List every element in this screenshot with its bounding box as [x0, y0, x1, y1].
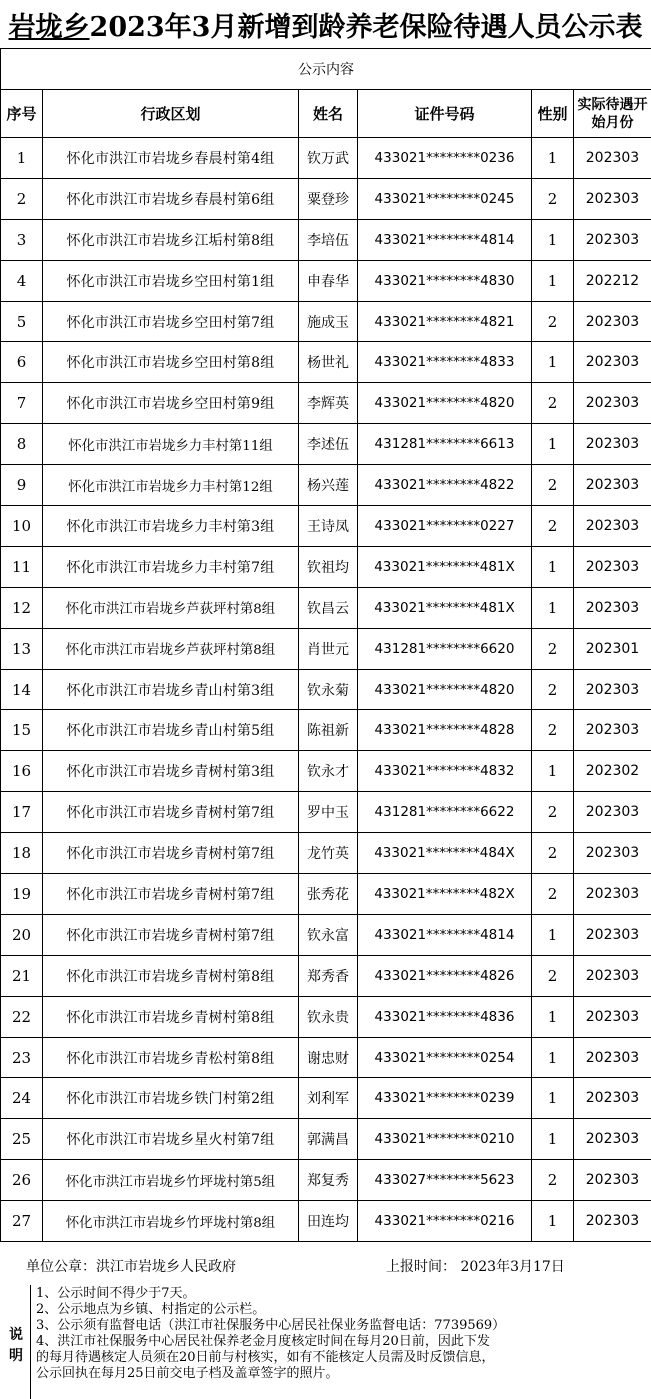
cell-seq: 19	[1, 874, 43, 915]
title-township: 岩垅乡	[8, 11, 90, 43]
cell-name: 李辉英	[299, 383, 358, 424]
cell-region: 怀化市洪江市岩垅乡铁门村第2组	[43, 1078, 299, 1119]
cell-name: 粟登珍	[299, 178, 358, 219]
cell-region: 怀化市洪江市岩垅乡芦荻坪村第8组	[43, 587, 299, 628]
cell-gender: 1	[532, 260, 574, 301]
table-row	[1, 587, 651, 628]
cell-seq: 18	[1, 833, 43, 874]
cell-id-number: 433021********4814	[358, 914, 532, 955]
cell-seq: 10	[1, 506, 43, 547]
notes-section	[0, 1285, 651, 1399]
cell-seq: 16	[1, 751, 43, 792]
cell-seq: 8	[1, 424, 43, 465]
cell-seq: 14	[1, 669, 43, 710]
cell-region: 怀化市洪江市岩垅乡青树村第3组	[43, 751, 299, 792]
table-row	[1, 833, 651, 874]
cell-gender: 2	[532, 628, 574, 669]
table-row	[1, 955, 651, 996]
cell-gender: 1	[532, 424, 574, 465]
cell-region: 怀化市洪江市岩垅乡星火村第7组	[43, 1119, 299, 1160]
cell-gender: 1	[532, 546, 574, 587]
cell-region: 怀化市洪江市岩垅乡竹坪垅村第5组	[43, 1160, 299, 1201]
cell-id-number: 433027********5623	[358, 1160, 532, 1201]
cell-start-month: 202303	[574, 424, 651, 465]
table-row	[1, 219, 651, 260]
cell-gender: 2	[532, 506, 574, 547]
cell-name: 李培伍	[299, 219, 358, 260]
cell-region: 怀化市洪江市岩垅乡竹坪垅村第8组	[43, 1201, 299, 1242]
cell-start-month: 202303	[574, 506, 651, 547]
cell-seq: 2	[1, 178, 43, 219]
header-id: 证件号码	[358, 90, 532, 138]
table-row	[1, 710, 651, 751]
cell-region: 怀化市洪江市岩垅乡青树村第7组	[43, 874, 299, 915]
cell-seq: 15	[1, 710, 43, 751]
cell-name: 李述伍	[299, 424, 358, 465]
cell-name: 钦万武	[299, 138, 358, 179]
cell-start-month: 202303	[574, 178, 651, 219]
cell-gender: 1	[532, 996, 574, 1037]
cell-name: 杨世礼	[299, 342, 358, 383]
cell-name: 张秀花	[299, 874, 358, 915]
cell-gender: 1	[532, 1201, 574, 1242]
cell-id-number: 433021********0210	[358, 1119, 532, 1160]
cell-region: 怀化市洪江市岩垅乡青树村第8组	[43, 996, 299, 1037]
table-row	[1, 1119, 651, 1160]
cell-seq: 24	[1, 1078, 43, 1119]
header-gender: 性别	[532, 90, 574, 138]
table-row	[1, 914, 651, 955]
cell-region: 怀化市洪江市岩垅乡芦荻坪村第8组	[43, 628, 299, 669]
cell-start-month: 202303	[574, 587, 651, 628]
notes-divider	[30, 1285, 31, 1399]
header-name: 姓名	[299, 90, 358, 138]
cell-start-month: 202303	[574, 669, 651, 710]
cell-name: 王诗凤	[299, 506, 358, 547]
note-line: 2、公示地点为乡镇、村指定的公示栏。	[36, 1302, 266, 1317]
cell-region: 怀化市洪江市岩垅乡青树村第7组	[43, 914, 299, 955]
cell-gender: 2	[532, 874, 574, 915]
cell-seq: 6	[1, 342, 43, 383]
cell-region: 怀化市洪江市岩垅乡青山村第3组	[43, 669, 299, 710]
cell-start-month: 202302	[574, 751, 651, 792]
cell-gender: 1	[532, 138, 574, 179]
table-row	[1, 751, 651, 792]
cell-seq: 7	[1, 383, 43, 424]
cell-id-number: 433021********4830	[358, 260, 532, 301]
table-row	[1, 383, 651, 424]
cell-region: 怀化市洪江市岩垅乡春晨村第4组	[43, 138, 299, 179]
cell-region: 怀化市洪江市岩垅乡青树村第8组	[43, 955, 299, 996]
cell-seq: 27	[1, 1201, 43, 1242]
cell-id-number: 431281********6620	[358, 628, 532, 669]
pension-table	[0, 48, 651, 1242]
cell-id-number: 433021********0236	[358, 138, 532, 179]
cell-start-month: 202303	[574, 138, 651, 179]
cell-name: 钦永才	[299, 751, 358, 792]
cell-region: 怀化市洪江市岩垅乡江垢村第8组	[43, 219, 299, 260]
cell-name: 杨兴莲	[299, 465, 358, 506]
header-start-month: 实际待遇开始月份	[574, 90, 651, 138]
cell-name: 钦昌云	[299, 587, 358, 628]
cell-start-month: 202303	[574, 1078, 651, 1119]
cell-start-month: 202303	[574, 383, 651, 424]
table-row	[1, 546, 651, 587]
note-line: 3、公示须有监督电话（洪江市社保服务中心居民社保业务监督电话：7739569）	[36, 1318, 506, 1333]
cell-gender: 1	[532, 342, 574, 383]
cell-id-number: 433021********4826	[358, 955, 532, 996]
cell-name: 钦永菊	[299, 669, 358, 710]
table-row	[1, 178, 651, 219]
cell-id-number: 433021********4832	[358, 751, 532, 792]
cell-start-month: 202303	[574, 710, 651, 751]
cell-start-month: 202303	[574, 955, 651, 996]
note-line: 1、公示时间不得少于7天。	[36, 1286, 196, 1301]
cell-id-number: 433021********481X	[358, 587, 532, 628]
cell-id-number: 433021********481X	[358, 546, 532, 587]
cell-name: 钦永富	[299, 914, 358, 955]
unit-seal: 单位公章：洪江市岩垅乡人民政府	[26, 1259, 236, 1275]
table-row	[1, 1037, 651, 1078]
cell-id-number: 433021********0227	[358, 506, 532, 547]
cell-start-month: 202303	[574, 301, 651, 342]
cell-gender: 2	[532, 955, 574, 996]
cell-name: 申春华	[299, 260, 358, 301]
table-row	[1, 342, 651, 383]
cell-seq: 12	[1, 587, 43, 628]
cell-start-month: 202303	[574, 833, 651, 874]
cell-gender: 2	[532, 1160, 574, 1201]
cell-gender: 2	[532, 465, 574, 506]
cell-gender: 2	[532, 833, 574, 874]
table-row	[1, 1160, 651, 1201]
cell-gender: 1	[532, 587, 574, 628]
cell-region: 怀化市洪江市岩垅乡空田村第8组	[43, 342, 299, 383]
cell-start-month: 202303	[574, 996, 651, 1037]
cell-seq: 17	[1, 792, 43, 833]
notice-header: 公示内容	[1, 49, 651, 90]
cell-start-month: 202301	[574, 628, 651, 669]
cell-start-month: 202303	[574, 1119, 651, 1160]
cell-seq: 1	[1, 138, 43, 179]
cell-name: 肖世元	[299, 628, 358, 669]
cell-seq: 11	[1, 546, 43, 587]
cell-id-number: 433021********482X	[358, 874, 532, 915]
table-row	[1, 465, 651, 506]
cell-id-number: 433021********4821	[358, 301, 532, 342]
title-bar	[0, 0, 651, 48]
table-row	[1, 1078, 651, 1119]
notes-lines	[36, 1286, 648, 1382]
cell-name: 龙竹英	[299, 833, 358, 874]
cell-seq: 5	[1, 301, 43, 342]
table-row	[1, 874, 651, 915]
cell-region: 怀化市洪江市岩垅乡力丰村第11组	[43, 424, 299, 465]
cell-gender: 2	[532, 178, 574, 219]
cell-seq: 13	[1, 628, 43, 669]
header-region: 行政区划	[43, 90, 299, 138]
cell-region: 怀化市洪江市岩垅乡青山村第5组	[43, 710, 299, 751]
report-time: 上报时间： 2023年3月17日	[386, 1259, 565, 1275]
cell-seq: 21	[1, 955, 43, 996]
cell-start-month: 202303	[574, 1160, 651, 1201]
cell-start-month: 202212	[574, 260, 651, 301]
cell-gender: 1	[532, 914, 574, 955]
column-header-row	[1, 90, 651, 138]
cell-start-month: 202303	[574, 1037, 651, 1078]
header-seq: 序号	[1, 90, 43, 138]
cell-region: 怀化市洪江市岩垅乡空田村第1组	[43, 260, 299, 301]
cell-region: 怀化市洪江市岩垅乡力丰村第12组	[43, 465, 299, 506]
table-row	[1, 1201, 651, 1242]
table-row	[1, 628, 651, 669]
cell-seq: 22	[1, 996, 43, 1037]
cell-id-number: 431281********6613	[358, 424, 532, 465]
cell-id-number: 433021********4833	[358, 342, 532, 383]
cell-gender: 1	[532, 1037, 574, 1078]
cell-gender: 2	[532, 301, 574, 342]
cell-gender: 1	[532, 1119, 574, 1160]
cell-id-number: 433021********0254	[358, 1037, 532, 1078]
table-row	[1, 260, 651, 301]
cell-id-number: 433021********4820	[358, 383, 532, 424]
title-rest: 2023年3月新增到龄养老保险待遇人员公示表	[89, 11, 643, 43]
cell-gender: 2	[532, 669, 574, 710]
notes-label: 说明	[9, 1327, 23, 1364]
cell-gender: 2	[532, 792, 574, 833]
cell-name: 田连均	[299, 1201, 358, 1242]
cell-seq: 4	[1, 260, 43, 301]
table-row	[1, 669, 651, 710]
cell-id-number: 433021********4822	[358, 465, 532, 506]
cell-seq: 20	[1, 914, 43, 955]
cell-seq: 3	[1, 219, 43, 260]
cell-id-number: 433021********4828	[358, 710, 532, 751]
cell-start-month: 202303	[574, 465, 651, 506]
cell-id-number: 433021********4820	[358, 669, 532, 710]
table-row	[1, 506, 651, 547]
note-line: 4、洪江市社保服务中心居民社保养老金月度核定时间在每月20日前，因此下发	[36, 1334, 490, 1349]
cell-name: 郭满昌	[299, 1119, 358, 1160]
cell-start-month: 202303	[574, 219, 651, 260]
cell-start-month: 202303	[574, 914, 651, 955]
cell-start-month: 202303	[574, 874, 651, 915]
cell-start-month: 202303	[574, 546, 651, 587]
cell-name: 谢忠财	[299, 1037, 358, 1078]
cell-start-month: 202303	[574, 342, 651, 383]
table-row	[1, 792, 651, 833]
note-line: 公示回执在每月25日前交电子档及盖章签字的照片。	[36, 1366, 339, 1381]
cell-seq: 26	[1, 1160, 43, 1201]
cell-name: 陈祖新	[299, 710, 358, 751]
note-line: 的每月待遇核定人员须在20日前与村核实，如有不能核定人员需及时反馈信息，	[36, 1350, 495, 1365]
cell-id-number: 433021********4814	[358, 219, 532, 260]
cell-region: 怀化市洪江市岩垅乡力丰村第3组	[43, 506, 299, 547]
cell-gender: 2	[532, 710, 574, 751]
cell-region: 怀化市洪江市岩垅乡青树村第7组	[43, 792, 299, 833]
cell-id-number: 433021********484X	[358, 833, 532, 874]
cell-region: 怀化市洪江市岩垅乡青松村第8组	[43, 1037, 299, 1078]
cell-id-number: 431281********6622	[358, 792, 532, 833]
table-row	[1, 996, 651, 1037]
cell-gender: 1	[532, 751, 574, 792]
footer-row	[0, 1247, 651, 1283]
cell-start-month: 202303	[574, 1201, 651, 1242]
notice-header-row	[1, 49, 651, 90]
page-title	[9, 5, 643, 44]
cell-id-number: 433021********0216	[358, 1201, 532, 1242]
cell-name: 施成玉	[299, 301, 358, 342]
cell-region: 怀化市洪江市岩垅乡空田村第9组	[43, 383, 299, 424]
cell-region: 怀化市洪江市岩垅乡春晨村第6组	[43, 178, 299, 219]
cell-region: 怀化市洪江市岩垅乡青树村第7组	[43, 833, 299, 874]
cell-seq: 9	[1, 465, 43, 506]
cell-seq: 23	[1, 1037, 43, 1078]
cell-name: 刘利军	[299, 1078, 358, 1119]
cell-name: 罗中玉	[299, 792, 358, 833]
cell-name: 郑秀香	[299, 955, 358, 996]
cell-region: 怀化市洪江市岩垅乡力丰村第7组	[43, 546, 299, 587]
table-row	[1, 138, 651, 179]
cell-name: 钦祖均	[299, 546, 358, 587]
table-row	[1, 424, 651, 465]
cell-name: 郑复秀	[299, 1160, 358, 1201]
table-row	[1, 301, 651, 342]
cell-id-number: 433021********0239	[358, 1078, 532, 1119]
cell-start-month: 202303	[574, 792, 651, 833]
cell-id-number: 433021********0245	[358, 178, 532, 219]
cell-name: 钦永贵	[299, 996, 358, 1037]
cell-gender: 2	[532, 383, 574, 424]
cell-region: 怀化市洪江市岩垅乡空田村第7组	[43, 301, 299, 342]
cell-gender: 1	[532, 219, 574, 260]
cell-seq: 25	[1, 1119, 43, 1160]
cell-id-number: 433021********4836	[358, 996, 532, 1037]
cell-gender: 1	[532, 1078, 574, 1119]
